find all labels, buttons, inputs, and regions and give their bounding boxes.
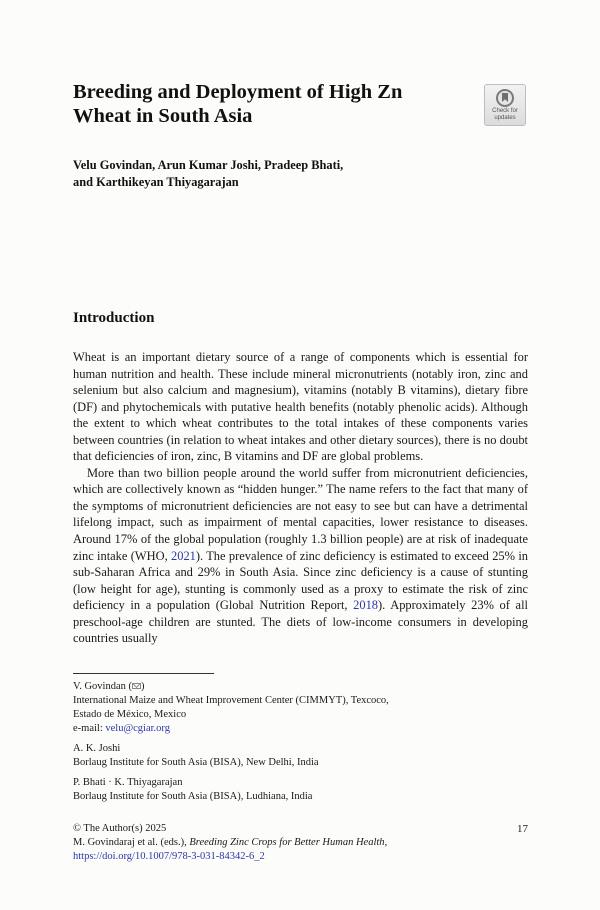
book-title: Breeding Zinc Crops for Better Human Health — [189, 837, 385, 848]
page-footer — [73, 822, 528, 864]
doi-link[interactable]: https://doi.org/10.1007/978-3-031-84342-6_2 — [73, 851, 265, 862]
copyright-notice: © The Author(s) 2025 — [73, 823, 167, 834]
affiliation-line: Borlaug Institute for South Asia (BISA), New Delhi, India — [73, 757, 319, 768]
affiliation-line: Borlaug Institute for South Asia (BISA), Ludhiana, India — [73, 791, 313, 802]
citation-link-who-2021[interactable]: 2021 — [171, 548, 196, 563]
bookmark-badge-icon — [496, 89, 514, 107]
check-for-updates-button[interactable] — [484, 84, 526, 126]
affiliation-author-name: A. K. Joshi — [73, 743, 121, 754]
affiliation-author-name: V. Govindan ( ) — [73, 681, 145, 692]
page-number: 17 — [517, 823, 528, 835]
chapter-title-line-1: Breeding and Deployment of High Zn — [73, 81, 403, 103]
authors-line-1: Velu Govindan, Arun Kumar Joshi, Pradeep Bhati, — [73, 158, 344, 172]
author-list — [73, 157, 403, 191]
paragraph-1: Wheat is an important dietary source of a range of components which is essential for human nutrition and health. These include mineral micronutrients (notably iron, zinc and selenium but also calcium and magnesium), vitamins (notably B vitamins), dietary fibre (DF) and phytochemicals with putative health benefits (notably phenolic acids). Although the extent to which wheat contributes to the total intakes of these components varies between countries (in relation to wheat intakes and other dietary sources), there is no doubt that deficiencies of iron, zinc, B vitamins and DF are global problems. — [73, 350, 528, 464]
authors-line-2: and Karthikeyan Thiyagarajan — [73, 175, 239, 189]
affiliation-author-name: P. Bhati · K. Thiyagarajan — [73, 777, 183, 788]
affiliation-line: International Maize and Wheat Improvement Center (CIMMYT), Texcoco, — [73, 695, 389, 706]
affiliation-govindan — [73, 680, 528, 736]
affiliation-bhati-thiyagarajan — [73, 776, 528, 804]
chapter-title — [73, 80, 453, 128]
author-affiliations — [73, 680, 528, 810]
citation-link-gnr-2018[interactable]: 2018 — [353, 598, 379, 613]
body-text — [73, 349, 528, 647]
chapter-title-line-2: Wheat in South Asia — [73, 105, 253, 127]
book-citation: M. Govindaraj et al. (eds.), Breeding Zinc Crops for Better Human Health, — [73, 837, 388, 848]
check-for-updates-label: Check for updates — [492, 108, 518, 121]
affiliation-line: Estado de México, Mexico — [73, 709, 187, 720]
affiliation-email: e-mail: velu@cgiar.org — [73, 723, 170, 734]
footnote-divider — [73, 673, 214, 674]
email-link[interactable]: velu@cgiar.org — [105, 723, 170, 734]
section-heading-introduction: Introduction — [73, 310, 155, 326]
envelope-icon[interactable] — [132, 683, 141, 689]
paragraph-2: More than two billion people around the world suffer from micronutrient deficiencies, which are collectively known as “hidden hunger.” The name refers to the fact that many of the symptoms of micronutrient deficiencies are not easy to see but can have a detrimental lifelong impact, such as impairment of mental capacities, lower resistance to diseases. Around 17% of the global population (roughly 1.3 billion people) are at risk of inadequate zinc intake (WHO, 2021). The prevalence of zinc deficiency is estimated to exceed 25% in sub-Saharan Africa and 29% in South Asia. Since zinc deficiency is a cause of stunting (low height for age), stunting is commonly used as a proxy to estimate the risk of zinc deficiency in a population (Global Nutrition Report, 2018). Approximately 23% of all preschool-age children are stunted. The diets of low-income consumers in developing countries usually — [73, 465, 528, 646]
affiliation-joshi — [73, 742, 528, 770]
